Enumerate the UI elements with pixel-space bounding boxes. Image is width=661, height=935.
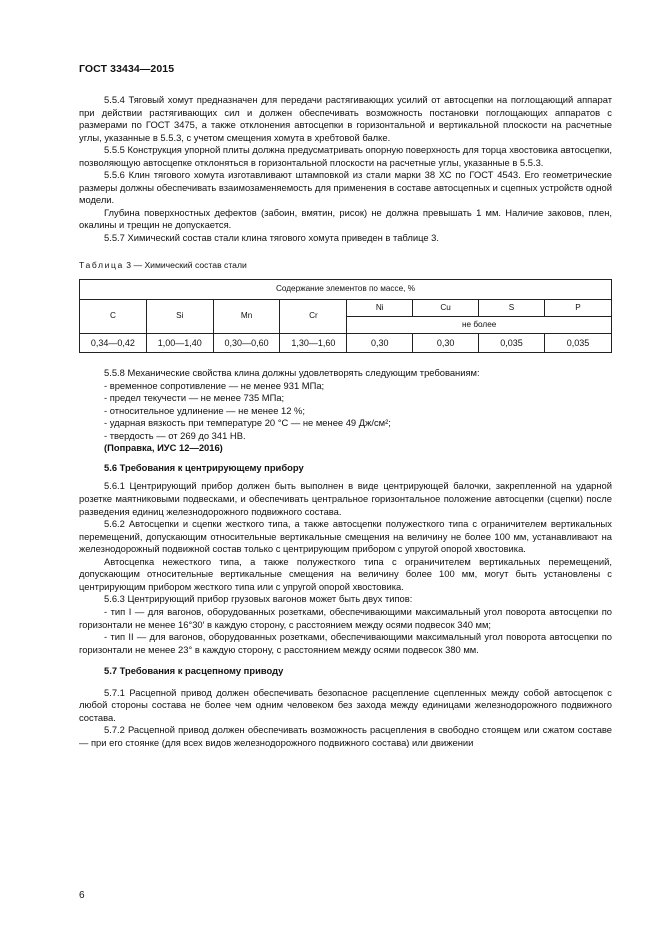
paragraph-5-5-8: 5.5.8 Механические свойства клина должны удовлетворять следующим требованиям: bbox=[104, 367, 480, 379]
table-group-header-row bbox=[80, 280, 612, 300]
page-number: 6 bbox=[79, 890, 85, 901]
list-item: - тип II — для вагонов, оборудованных розетками, обеспечивающими максимальный угол поворота автосцепки по горизонтали не менее 23° в каждую сторону, с расстоянием между осями подвесок 380 мм. bbox=[79, 631, 612, 655]
list-item: - тип I — для вагонов, оборудованных розетками, обеспечивающими максимальный угол поворота автосцепки по горизонтали не менее 16°30′ в каждую сторону, с расстоянием между осями подвесок 340 мм; bbox=[79, 605, 612, 630]
list-item: - временное сопротивление — не менее 931 МПа; bbox=[104, 379, 325, 391]
column-header-s: S bbox=[479, 300, 545, 317]
paragraph-5-5-6: 5.5.6 Клин тягового хомута изготавливают штамповкой из стали марки 38 ХС по ГОСТ 4543. Его геометрические размеры должны обеспечивать взаимозаменяемость для применения в составе автосцепных и сцепных устройств одной модели. bbox=[79, 169, 612, 206]
chemical-composition-table bbox=[79, 279, 612, 353]
table-cell-si: 1,00—1,40 bbox=[146, 334, 213, 353]
paragraph-5-6-1: 5.6.1 Центрирующий прибор должен быть выполнен в виде центрирующей балочки, закрепленной на ударной розетке маятниковыми подвесками, и обеспечивать центральное горизонтальное положение автосцепки (сцепки) после разведения единиц железнодорожного подвижного состава. bbox=[79, 480, 612, 517]
table-column-header-row bbox=[80, 300, 612, 317]
table-cell-mn: 0,30—0,60 bbox=[213, 334, 280, 353]
column-header-cu: Cu bbox=[413, 300, 479, 317]
paragraph-5-7-1: 5.7.1 Расцепной привод должен обеспечивать безопасное расцепление сцепленных между собой автосцепок с любой стороны состава не более чем одним человеком без захода между единицами железнодорожного подвижного состава. bbox=[79, 686, 612, 723]
paragraph-non-rigid: Автосцепка нежесткого типа, а также полужесткого типа с ограничителем вертикальных перемещений, допускающим относительные вертикальные смещения на величину более 100 мм, могут быть установлены с центрирующим прибором жесткого типа или с упругой опорой хвостовика. bbox=[79, 555, 612, 592]
paragraph-5-6-2: 5.6.2 Автосцепки и сцепки жесткого типа, а также автосцепки полужесткого типа с ограничителем вертикальных перемещений, допускающим относительные вертикальные смещения на величину не более 100 мм, устанавливают на железнодорожный подвижной состав только с центрирующим прибором с упругой опорой хвостовика. bbox=[79, 518, 612, 555]
amendment-note: (Поправка, ИУС 12—2016) bbox=[104, 442, 223, 454]
list-item: - относительное удлинение — не менее 12 %; bbox=[104, 404, 305, 416]
column-header-cr: Cr bbox=[280, 300, 347, 334]
list-item: - предел текучести — не менее 735 МПа; bbox=[104, 392, 285, 404]
section-title-5-7: 5.7 Требования к расцепному приводу bbox=[104, 665, 284, 677]
paragraph-defects: Глубина поверхностных дефектов (забоин, вмятин, рисок) не должна превышать 1 мм. Наличие заковов, плен, окалины и трещин не допускается. bbox=[79, 206, 612, 231]
column-header-c: C bbox=[80, 300, 147, 334]
table-cell-p: 0,035 bbox=[545, 334, 612, 353]
table-cell-ni: 0,30 bbox=[347, 334, 413, 353]
document-body bbox=[79, 94, 612, 749]
paragraph-5-6-3: 5.6.3 Центрирующий прибор грузовых вагонов может быть двух типов: bbox=[104, 593, 413, 605]
table-max-note: не более bbox=[347, 317, 612, 334]
table-row bbox=[80, 334, 612, 353]
paragraph-5-5-7: 5.5.7 Химический состав стали клина тягового хомута приведен в таблице 3. bbox=[104, 232, 439, 244]
paragraph-5-7-2: 5.7.2 Расцепной привод должен обеспечивать возможность расцепления в свободно стоящем или сжатом составе — при его стоянке (для всех видов железнодорожного подвижного состава) или движении bbox=[79, 724, 612, 748]
column-header-mn: Mn bbox=[213, 300, 280, 334]
column-header-p: P bbox=[545, 300, 612, 317]
paragraph-5-5-4: 5.5.4 Тяговый хомут предназначен для передачи растягивающих усилий от автосцепки на поглощающий аппарат при действии растягивающих сил и должен обеспечивать возможность постановки поглощающих аппаратов с размерами по ГОСТ 3475, а также отклонения автосцепки в горизонтальной и вертикальной плоскости на расчетные углы, указанные в 5.5.3, с учетом смещения хомута в хребтовой балке. bbox=[79, 94, 612, 143]
table-cell-s: 0,035 bbox=[479, 334, 545, 353]
column-header-si: Si bbox=[146, 300, 213, 334]
list-item: - ударная вязкость при температуре 20 °С — не менее 49 Дж/см²; bbox=[104, 417, 391, 429]
table-cell-cr: 1,30—1,60 bbox=[280, 334, 347, 353]
table-caption bbox=[79, 259, 612, 272]
column-header-ni: Ni bbox=[347, 300, 413, 317]
table-cell-c: 0,34—0,42 bbox=[80, 334, 147, 353]
document-header: ГОСТ 33434—2015 bbox=[79, 63, 175, 75]
paragraph-5-5-5: 5.5.5 Конструкция упорной плиты должна предусматривать опорную поверхность для торца хвостовика автосцепки, позволяющую автосцепке отклоняться в горизонтальной плоскости на расчетные углы, указанные в 5.5.3. bbox=[79, 144, 612, 168]
table-caption-label: Таблица bbox=[79, 259, 124, 270]
table-group-header: Содержание элементов по массе, % bbox=[80, 280, 612, 300]
table-cell-cu: 0,30 bbox=[413, 334, 479, 353]
list-item: - твердость — от 269 до 341 НВ. bbox=[104, 429, 246, 441]
table-caption-text: 3 — Химический состав стали bbox=[126, 259, 247, 270]
section-title-5-6: 5.6 Требования к центрирующему прибору bbox=[104, 461, 304, 473]
